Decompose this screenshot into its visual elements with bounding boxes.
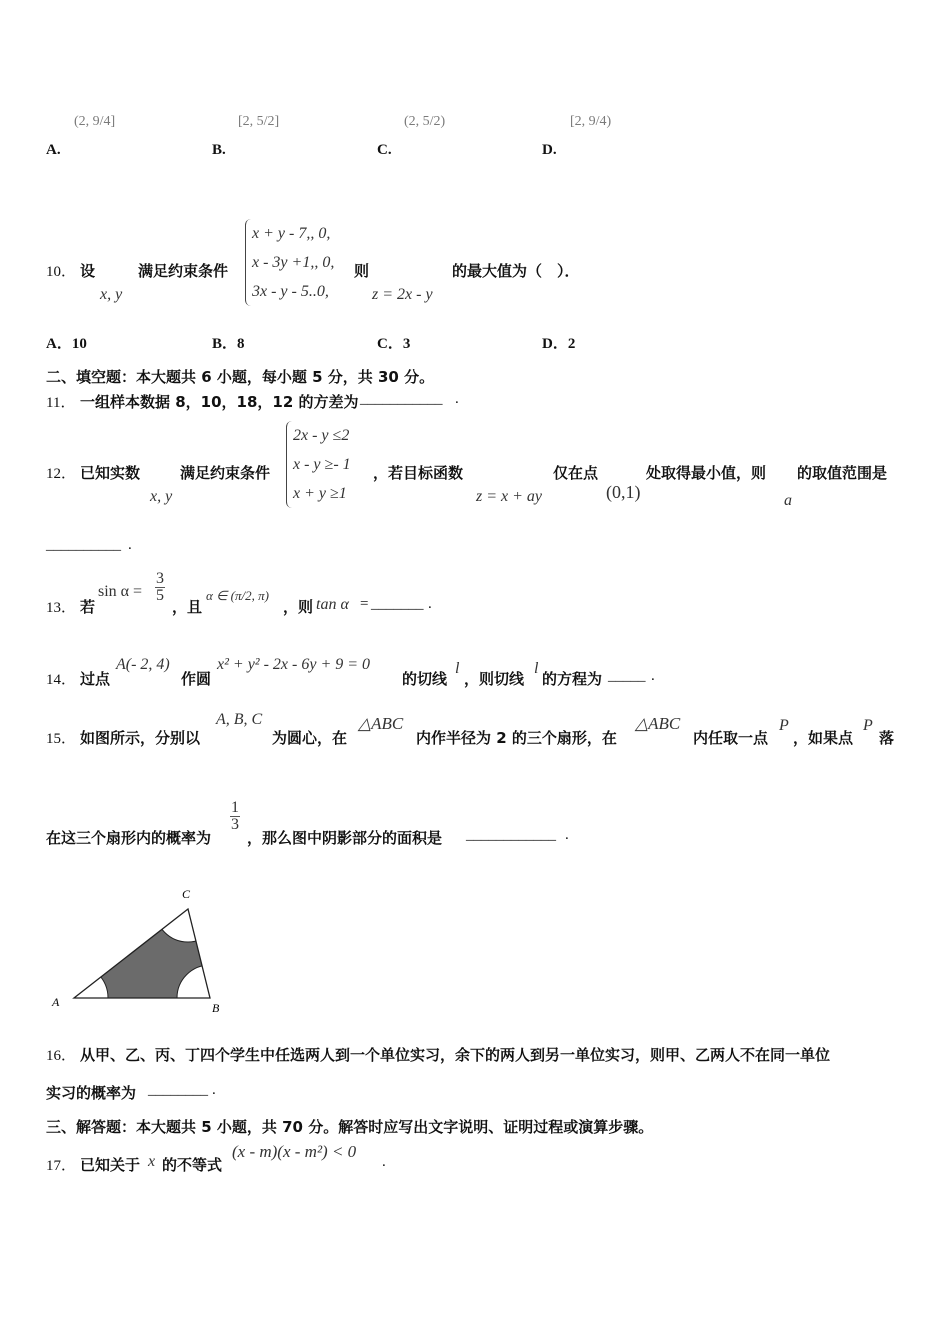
q13-alpha-range: α ∈ (π/2, π) [206,588,269,603]
q15-number: 15． [46,731,77,747]
q14-text-1: 过点 [80,670,111,688]
q17-inequality: (x - m)(x - m²) < 0 [232,1142,357,1161]
q17-end: . [382,1154,386,1170]
q10-text-4: 的最大值为（ ）． [452,262,580,280]
q12-end: . [128,537,132,553]
q10-option-c: C．3 [377,336,411,352]
q10-number: 10． [46,264,77,280]
q15-fraction [230,800,240,833]
q15-text-8: ，那么图中阴影部分的面积是 [247,829,443,847]
q13-number: 13． [46,600,77,616]
q9-option-d-value: [2, 9/4) [570,114,612,129]
q15-end: . [565,827,569,843]
q10-objective: z = 2x - y [372,286,433,303]
q15-blank: ____________ [466,827,556,843]
q15-centers: A, B, C [216,711,263,728]
q14-point: A(- 2, 4) [116,656,170,673]
q14-text-4: ，则切线 [464,670,525,688]
vertex-label-b: B [212,1001,220,1015]
q12-text-1: 已知实数 [80,464,141,482]
q12-constraint-system [286,421,351,508]
q14-text-2: 作圆 [181,670,212,688]
q14-line-l-1: l [455,660,460,677]
q15-fraction-denominator: 3 [231,816,239,833]
sector-a [44,964,108,1020]
q13-text-1: 若 [80,598,96,616]
q15-text-5: ，如果点 [793,729,854,747]
q10-option-a: A．10 [46,336,87,352]
q12-number: 12． [46,466,77,482]
q15-text-2: 为圆心，在 [272,729,348,747]
q12-point: (0,1) [606,482,641,502]
q12-text-5: 处取得最小值，则 [646,464,767,482]
q10-text-3: 则 [354,262,370,280]
q16-blank: ________ [148,1082,208,1098]
q13-end: . [428,596,432,612]
q10-constraint-system [245,219,334,306]
q11-end: . [455,391,459,407]
q15-triangle-figure [44,880,244,1020]
q15-text-7: 在这三个扇形内的概率为 [46,829,212,847]
q14-number: 14． [46,672,77,688]
q10-vars: x, y [100,286,123,303]
vertex-label-a: A [52,995,60,1009]
q14-text-3: 的切线 [402,670,448,688]
q15-point-p-1: P [779,717,789,734]
q15-point-p-2: P [863,717,873,734]
q13-fraction-numerator: 3 [156,570,164,587]
q16-text-2: 实习的概率为 [46,1084,137,1102]
q10-constraint-1: x + y - 7,, 0, [252,225,331,242]
q15-text-3: 内作半径为 2 的三个扇形，在 [416,729,617,747]
q13-tan: tan α [316,596,349,613]
q13-fraction [155,571,165,604]
q15-text-1: 如图所示，分别以 [80,729,201,747]
q12-text-4: 仅在点 [553,464,599,482]
q15-triangle-1: △ABC [358,714,404,733]
q16-number: 16． [46,1048,77,1064]
q11-blank: ___________ [360,391,443,407]
q13-blank: _______ [371,596,424,612]
q14-blank: _____ [608,668,646,684]
q14-text-5: 的方程为 [542,670,603,688]
q17-number: 17． [46,1158,77,1174]
q11-text: 一组样本数据 8，10，18，12 的方差为 [80,393,359,411]
q16-end: . [212,1082,216,1098]
q14-circle-equation: x² + y² - 2x - 6y + 9 = 0 [217,656,371,673]
section-3-heading: 三、解答题：本大题共 5 小题，共 70 分。解答时应写出文字说明、证明过程或演算步骤。 [46,1118,654,1136]
q13-text-3: ，则 [283,598,314,616]
q12-blank: __________ [46,537,121,553]
q13-sin-lhs: sin α = [98,583,143,600]
q13-equals: = [360,596,369,612]
q15-text-6: 落 [879,729,895,747]
q14-line-l-2: l [534,660,539,677]
q12-text-6: 的取值范围是 [797,464,888,482]
q15-triangle-2: △ABC [635,714,681,733]
q11-number: 11． [46,395,76,411]
q10-option-b: B．8 [212,336,245,352]
q17-text-1: 已知关于 [80,1156,141,1174]
q9-option-b-label: B. [212,142,226,158]
q13-text-2: ，且 [172,598,203,616]
vertex-label-c: C [182,887,191,901]
q12-constraint-1: 2x - y ≤2 [293,427,350,444]
q17-text-2: 的不等式 [162,1156,223,1174]
q9-option-a-label: A. [46,142,61,158]
q10-text-2: 满足约束条件 [138,262,229,280]
q12-param: a [784,492,792,509]
q12-constraint-3: x + y ≥1 [293,485,347,502]
q9-option-a-value: (2, 9/4] [74,114,116,129]
q9-option-b-value: [2, 5/2] [238,114,280,129]
q15-fraction-numerator: 1 [231,799,239,816]
q14-end: . [651,668,655,684]
q10-text-1: 设 [80,262,96,280]
q9-option-c-label: C. [377,142,392,158]
q13-fraction-denominator: 5 [156,587,164,604]
q10-constraint-3: 3x - y - 5..0, [252,283,329,300]
q17-var: x [148,1153,156,1170]
q16-text-1: 从甲、乙、丙、丁四个学生中任选两人到一个单位实习，余下的两人到另一单位实习，则甲、乙两人不在同一单位 [80,1046,831,1064]
q10-constraint-2: x - 3y +1,, 0, [252,254,335,271]
q9-option-c-value: (2, 5/2) [404,114,446,129]
q15-text-4: 内任取一点 [693,729,769,747]
q12-objective: z = x + ay [476,488,543,505]
q12-vars: x, y [150,488,173,505]
q12-text-3: ，若目标函数 [373,464,464,482]
q12-constraint-2: x - y ≥- 1 [293,456,351,473]
q9-option-d-label: D. [542,142,557,158]
section-2-heading: 二、填空题：本大题共 6 小题，每小题 5 分，共 30 分。 [46,368,435,386]
q10-option-d: D．2 [542,336,576,352]
q12-text-2: 满足约束条件 [180,464,271,482]
